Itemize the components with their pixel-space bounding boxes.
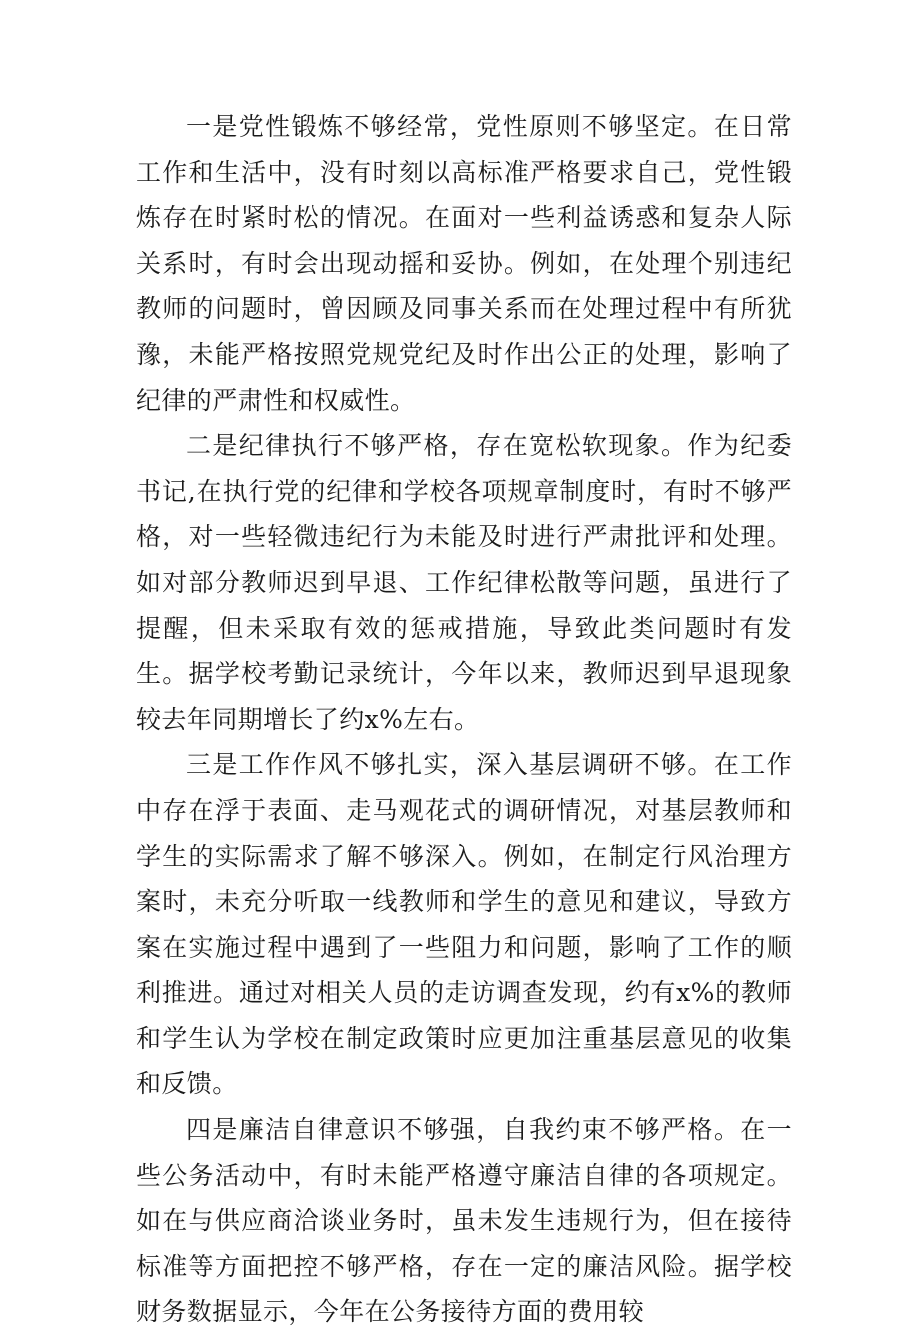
paragraph-integrity: 四是廉洁自律意识不够强，自我约束不够严格。在一些公务活动中，有时未能严格遵守廉洁自律的各项规定。如在与供应商洽谈业务时，虽未发生违规行为，但在接待标准等方面把控不够严格，存在一定的廉洁风险。据学校财务数据显示，今年在公务接待方面的费用较 xyxy=(136,1115,792,1327)
paragraph-work-style: 三是工作作风不够扎实，深入基层调研不够。在工作中存在浮于表面、走马观花式的调研情况，对基层教师和学生的实际需求了解不够深入。例如，在制定行风治理方案时，未充分听取一线教师和学生的意见和建议，导致方案在实施过程中遇到了一些阻力和问题，影响了工作的顺利推进。通过对相关人员的走访调查发现，约有x%的教师和学生认为学校在制定政策时应更加注重基层意见的收集和反馈。 xyxy=(136,750,792,1099)
paragraph-party-discipline: 一是党性锻炼不够经常，党性原则不够坚定。在日常工作和生活中，没有时刻以高标准严格要求自己，党性锻炼存在时紧时松的情况。在面对一些利益诱惑和复杂人际关系时，有时会出现动摇和妥协。例如，在处理个别违纪教师的问题时，曾因顾及同事关系而在处理过程中有所犹豫，未能严格按照党规党纪及时作出公正的处理，影响了纪律的严肃性和权威性。 xyxy=(136,112,792,415)
paragraph-discipline-enforcement: 二是纪律执行不够严格，存在宽松软现象。作为纪委书记,在执行党的纪律和学校各项规章制度时，有时不够严格，对一些轻微违纪行为未能及时进行严肃批评和处理。如对部分教师迟到早退、工作纪律松散等问题，虽进行了提醒，但未采取有效的惩戒措施，导致此类问题时有发生。据学校考勤记录统计，今年以来，教师迟到早退现象较去年同期增长了约x%左右。 xyxy=(136,431,792,734)
document-body xyxy=(136,104,792,1335)
